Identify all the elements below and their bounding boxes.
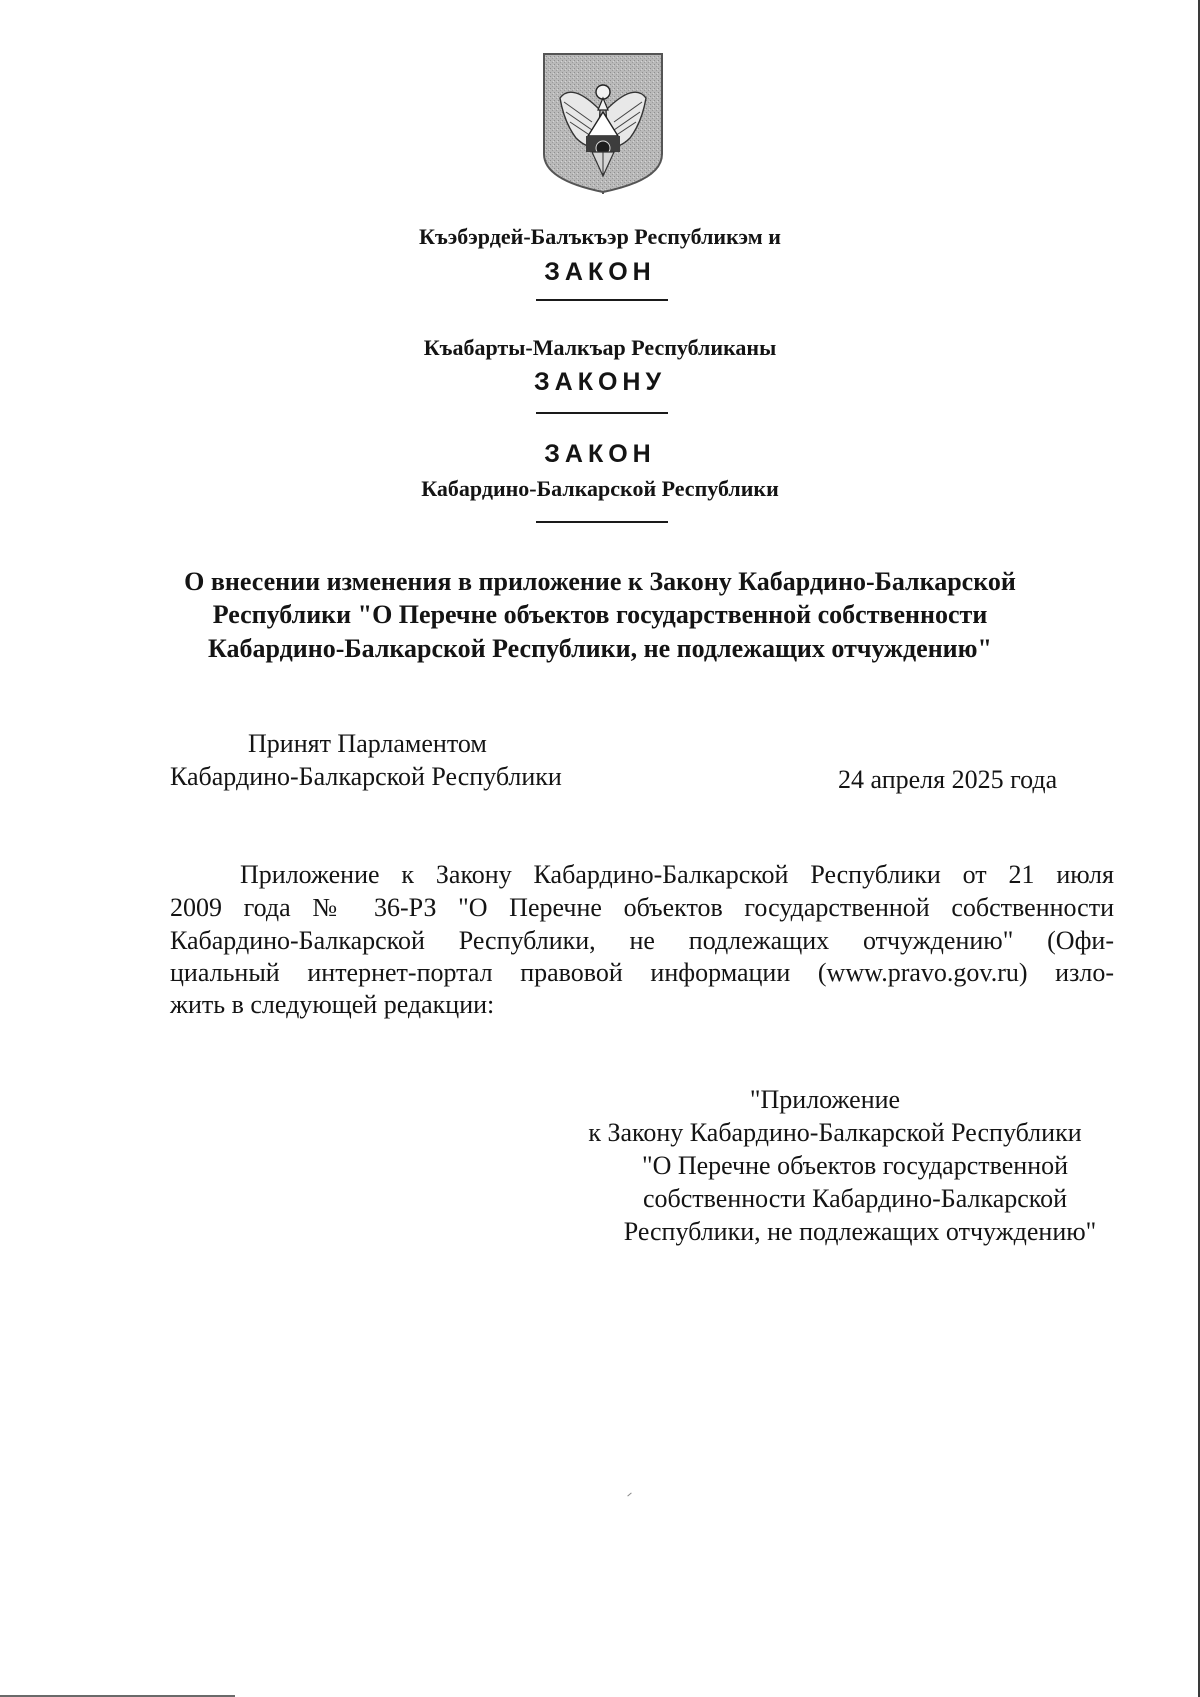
adopted-by-line-1: Принят Парламентом — [248, 729, 487, 758]
adoption-date: 24 апреля 2025 года — [838, 765, 1058, 794]
body-line-1: Приложение к Закону Кабардино-Балкарской Республики от 21 июля — [240, 860, 1114, 889]
body-line-4: циальный интернет-портал правовой информации (www.pravo.gov.ru) изло- — [170, 958, 1114, 987]
body-line-2: 2009 года № 36-РЗ "О Перечне объектов государственной собственности — [170, 893, 1114, 922]
kabardian-law-word: ЗАКОН — [544, 258, 656, 286]
appendix-line-5: Республики, не подлежащих отчуждению" — [623, 1217, 1097, 1246]
header-divider-3 — [536, 521, 668, 523]
russian-law-word: ЗАКОН — [544, 440, 656, 468]
header-divider-1 — [536, 299, 668, 301]
law-title-line-3: Кабардино-Балкарской Республики, не подлежащих отчуждению" — [208, 634, 992, 663]
scan-mark — [627, 1493, 631, 1497]
header-divider-2 — [536, 412, 668, 414]
appendix-line-2: к Закону Кабардино-Балкарской Республики — [588, 1118, 1082, 1147]
appendix-line-4: собственности Кабардино-Балкарской — [642, 1184, 1068, 1213]
law-title-line-1: О внесении изменения в приложение к Закону Кабардино-Балкарской — [184, 567, 1016, 596]
body-line-5: жить в следующей редакции: — [170, 990, 495, 1019]
coat-of-arms-icon — [542, 52, 664, 194]
balkar-law-word: ЗАКОНУ — [533, 368, 667, 396]
balkar-republic-title: Къабарты-Малкъар Республиканы — [423, 335, 777, 360]
appendix-line-1: "Приложение — [749, 1085, 901, 1114]
body-line-3: Кабардино-Балкарской Республики, не подлежащих отчуждению" (Офи- — [170, 926, 1114, 955]
law-title-line-2: Республики "О Перечне объектов государственной собственности — [212, 600, 988, 629]
russian-republic-title: Кабардино-Балкарской Республики — [421, 476, 779, 501]
appendix-line-3: "О Перечне объектов государственной — [641, 1151, 1069, 1180]
kabardian-republic-title: Къэбэрдей-Балъкъэр Республикэм и — [419, 224, 781, 249]
adopted-by-line-2: Кабардино-Балкарской Республики — [170, 762, 562, 791]
